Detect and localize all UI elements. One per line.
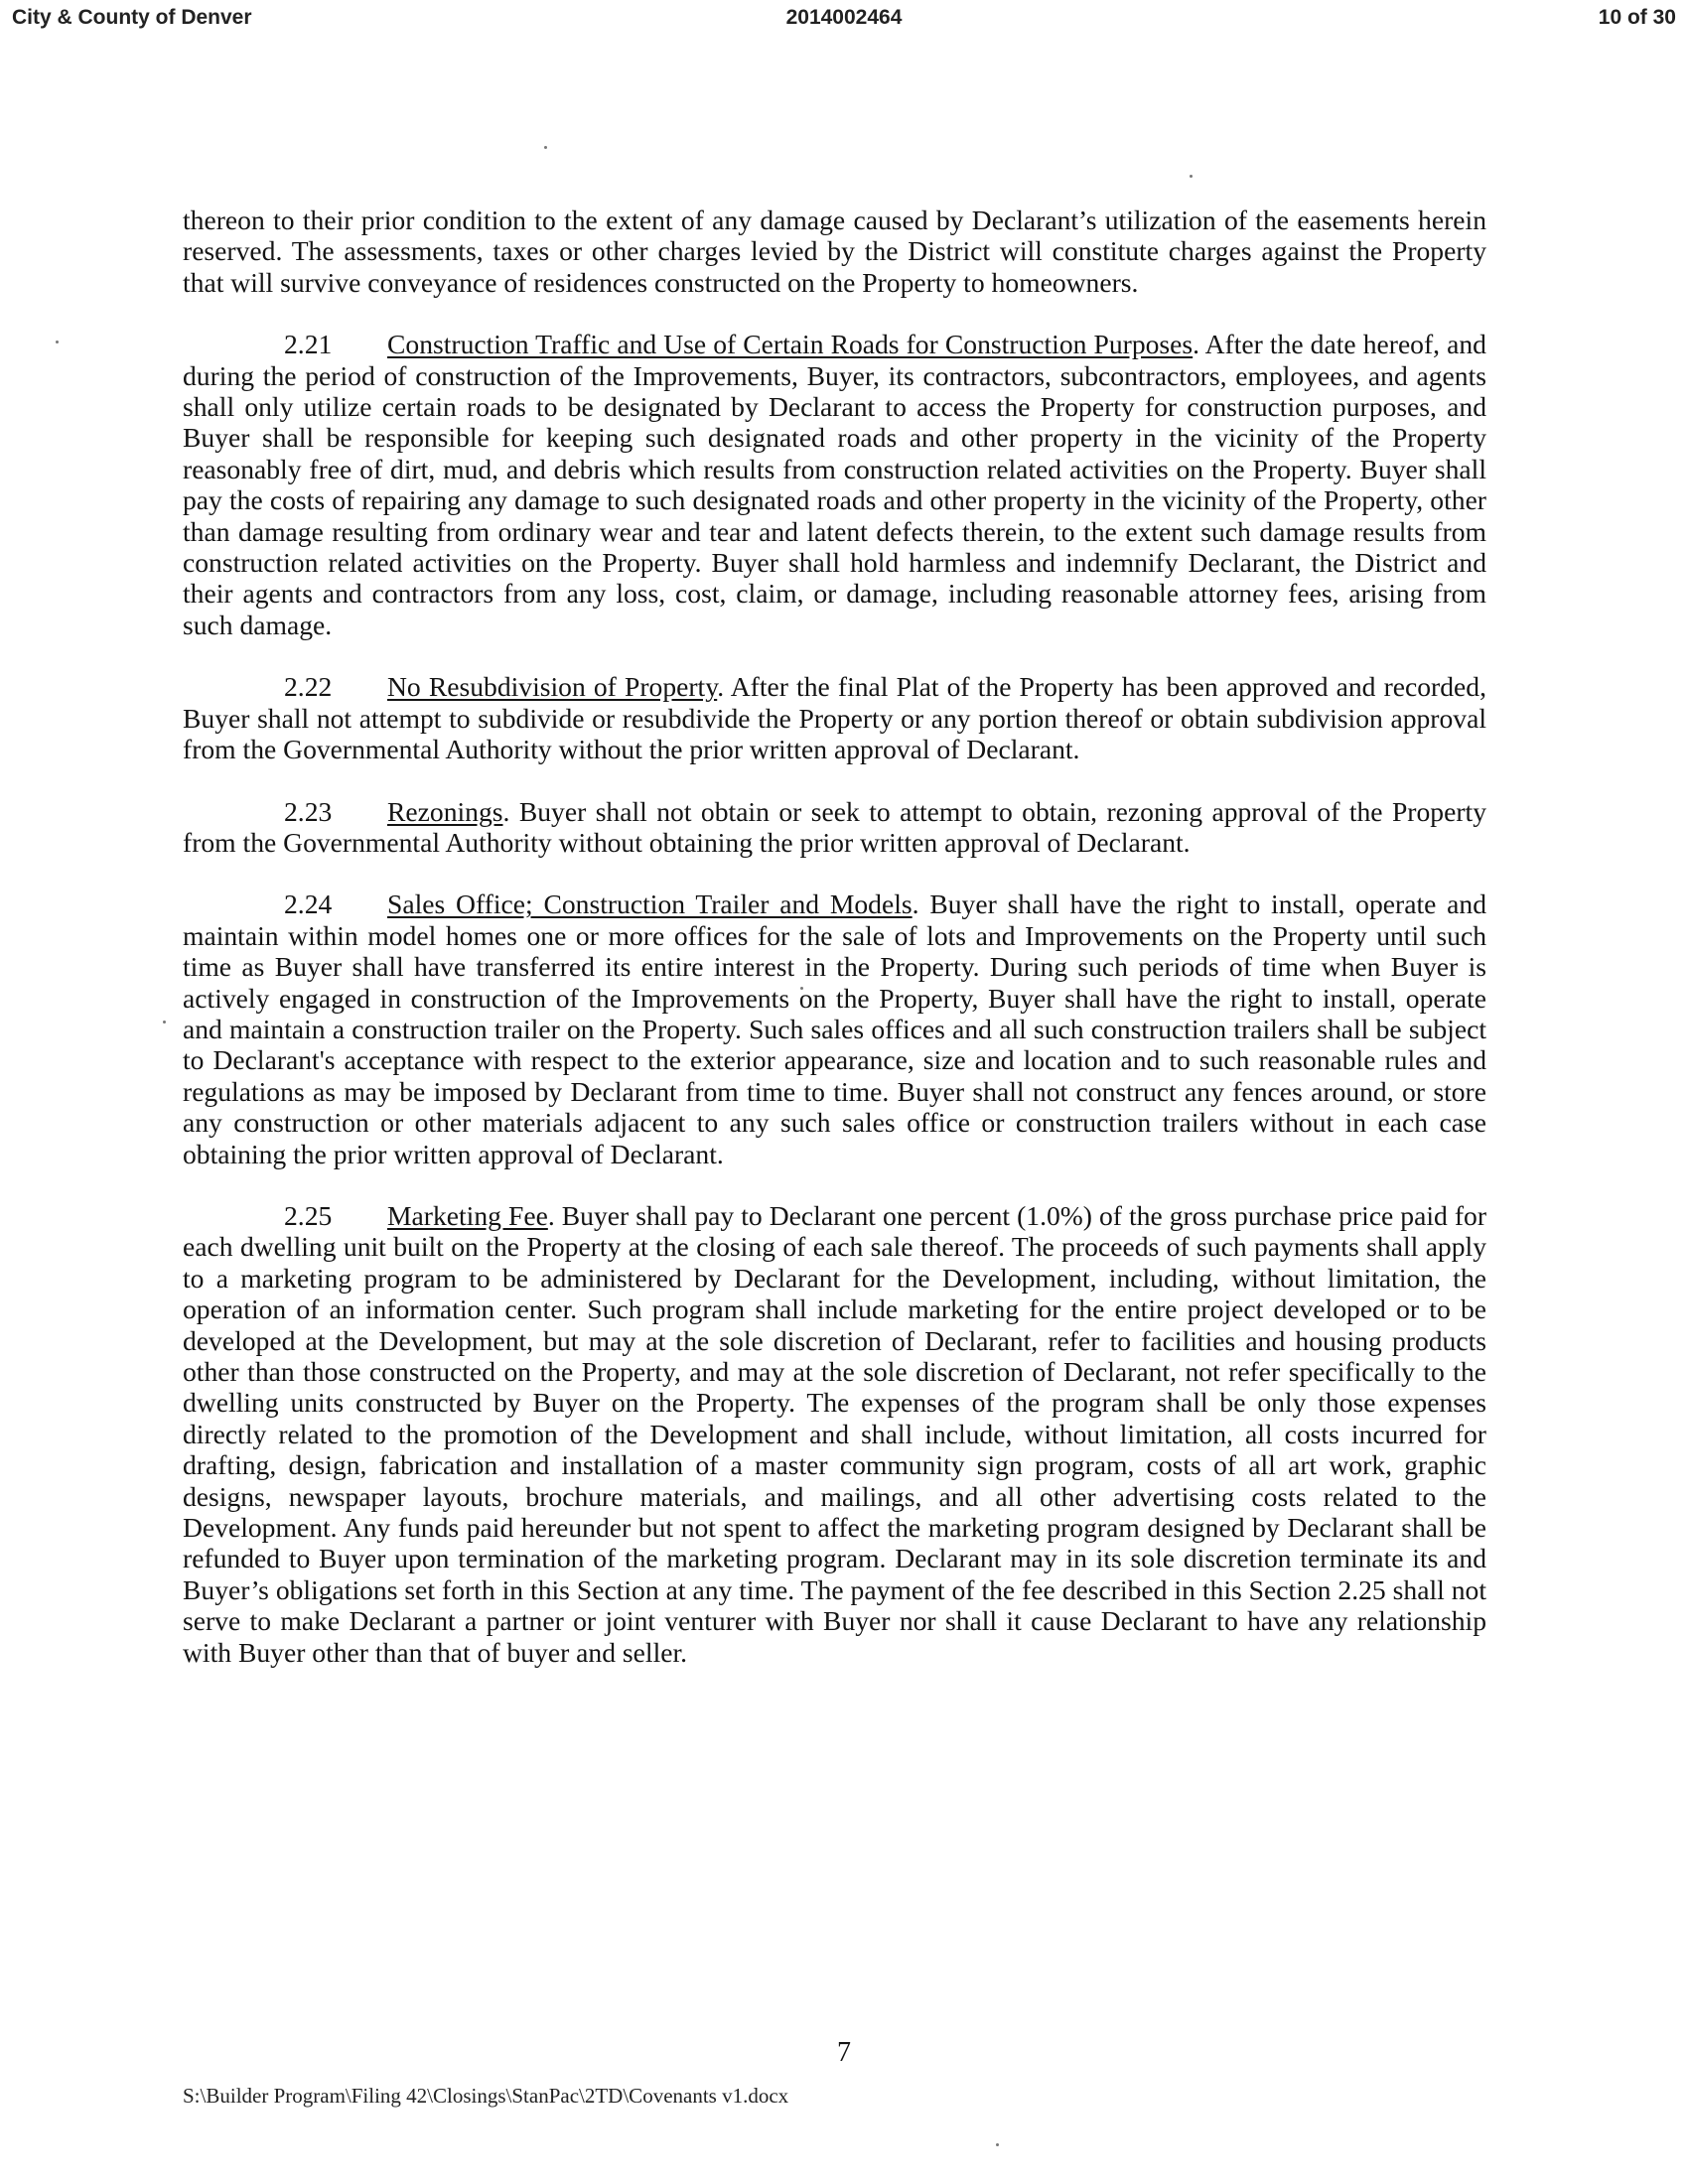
scan-speck: [544, 146, 547, 149]
header-county: City & County of Denver: [12, 6, 252, 29]
section-title: Rezonings: [387, 795, 503, 827]
section-number: 2.25: [284, 1199, 333, 1231]
scan-speck: [56, 341, 59, 343]
section-2-23: [183, 796, 1486, 859]
section-number: 2.22: [284, 671, 333, 703]
section-text: . After the date hereof, and during the period of construction of the Improvements, Buyer, its contractors, subcontractors, employees, and agents shall only utilize certain roads to be designated by Declarant to access the Property for construction purposes, and Buyer shall be responsible for keeping such designated roads and other property in the vicinity of the Property reasonably free of dirt, mud, and debris which results from construction related activities on the Property. Buyer shall pay the costs of repairing any damage to such designated roads and other property in the vicinity of the Property, other than damage resulting from ordinary wear and tear and latent defects therein, to the extent such damage results from construction related activities on the Property. Buyer shall hold harmless and indemnify Declarant, the District and their agents and contractors from any loss, cost, claim, or damage, including reasonable attorney fees, arising from such damage.: [183, 329, 1486, 640]
section-2-21: [183, 329, 1486, 640]
header-reception-number: 2014002464: [785, 6, 903, 29]
scan-speck: [1190, 175, 1193, 178]
section-title: Marketing Fee: [387, 1199, 548, 1231]
section-title: Construction Traffic and Use of Certain Roads for Construction Purposes: [387, 329, 1194, 360]
section-2-25: [183, 1200, 1486, 1668]
scan-speck: [996, 2143, 999, 2146]
section-number: 2.24: [284, 888, 333, 920]
section-2-24: [183, 888, 1486, 1169]
scan-speck: [163, 1021, 166, 1024]
document-file-path: S:\Builder Program\Filing 42\Closings\StanPac\2TD\Covenants v1.docx: [183, 2084, 789, 2108]
section-2-22: [183, 671, 1486, 764]
page-number: 7: [837, 2037, 851, 2068]
section-text: . Buyer shall pay to Declarant one percent (1.0%) of the gross purchase price paid for each dwelling unit built on the Property at the closing of each sale thereof. The proceeds of such payments shall apply to a marketing program to be administered by Declarant for the Development, including, without limitation, the operation of an information center. Such program shall include marketing for the entire project developed or to be developed at the Development, but may at the sole discretion of Declarant, refer to facilities and housing products other than those constructed on the Property, and may at the sole discretion of Declarant, not refer specifically to the dwelling units constructed by Buyer on the Property. The expenses of the program shall be only those expenses directly related to the promotion of the Development and shall include, without limitation, all costs incurred for drafting, design, fabrication and installation of a master community sign program, costs of all art work, graphic designs, newspaper layouts, brochure materials, and mailings, and all other advertising costs related to the Development. Any funds paid hereunder but not spent to affect the marketing program designed by Declarant shall be refunded to Buyer upon termination of the marketing program. Declarant may in its sole discretion terminate its and Buyer’s obligations set forth in this Section at any time. The payment of the fee described in this Section 2.25 shall not serve to make Declarant a partner or joint venturer with Buyer nor shall it cause Declarant to have any relationship with Buyer other than that of buyer and seller.: [183, 1199, 1487, 1668]
section-title: Sales Office; Construction Trailer and Models: [387, 888, 913, 920]
section-text: . Buyer shall have the right to install, operate and maintain within model homes one or more offices for the sale of lots and Improvements on the Property until such time as Buyer shall have transferred its entire interest in the Property. During such periods of time when Buyer is actively engaged in construction of the Improvements on the Property, Buyer shall have the right to install, operate and maintain a construction trailer on the Property. Such sales offices and all such construction trailers shall be subject to Declarant's acceptance with respect to the exterior appearance, size and location and to such reasonable rules and regulations as may be imposed by Declarant from time to time. Buyer shall not construct any fences around, or store any construction or other materials adjacent to any such sales office or construction trailers without in each case obtaining the prior written approval of Declarant.: [183, 888, 1486, 1169]
page-header: [8, 4, 1680, 36]
section-text: . After the final Plat of the Property has been approved and recorded, Buyer shall not attempt to subdivide or resubdivide the Property or any portion thereof or obtain subdivision approval from the Governmental Authority without the prior written approval of Declarant.: [183, 671, 1486, 765]
section-title: No Resubdivision of Property: [387, 671, 718, 703]
section-number: 2.21: [284, 329, 333, 360]
header-page-count: 10 of 30: [1598, 6, 1676, 29]
document-body: [183, 205, 1486, 1699]
intro-paragraph: thereon to their prior condition to the extent of any damage caused by Declarant’s utilization of the easements herein reserved. The assessments, taxes or other charges levied by the District will constitute charges against the Property that will survive conveyance of residences constructed on the Property to homeowners.: [183, 205, 1486, 298]
section-number: 2.23: [284, 795, 333, 827]
section-text: . Buyer shall not obtain or seek to attempt to obtain, rezoning approval of the Property from the Governmental Authority without obtaining the prior written approval of Declarant.: [183, 795, 1486, 858]
